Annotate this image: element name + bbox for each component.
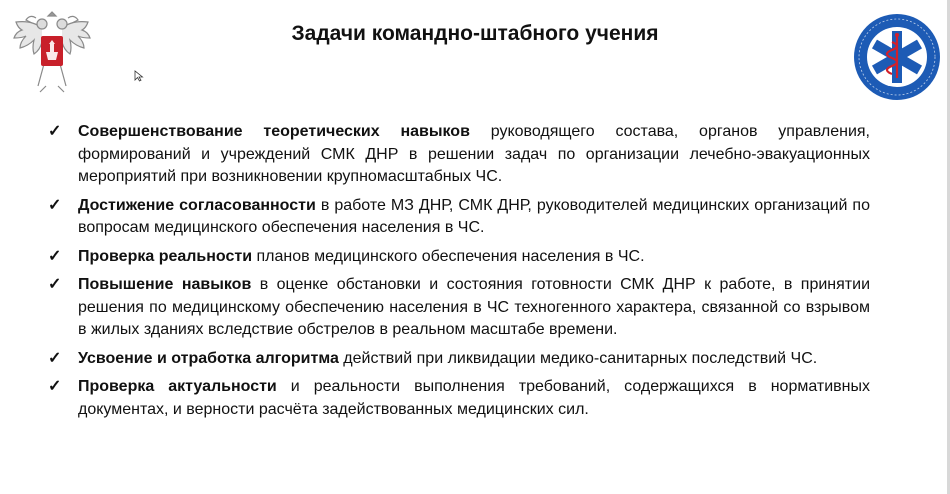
task-title: Проверка реальности (78, 247, 253, 265)
list-item (48, 246, 870, 269)
task-text: действий при ликвидации медико-санитарных последствий ЧС. (338, 349, 818, 367)
star-of-life-icon (852, 12, 942, 102)
list-item (48, 348, 870, 371)
task-title: Усвоение и отработка алгоритма (78, 349, 339, 367)
mouse-cursor-icon (134, 70, 144, 82)
list-item (48, 121, 870, 189)
task-title: Достижение согласованности (78, 196, 316, 214)
task-title: Повышение навыков (78, 276, 252, 293)
coat-of-arms-icon (6, 6, 98, 98)
checkmark-icon: ✓ (48, 123, 62, 140)
list-item (48, 195, 870, 240)
task-list (48, 121, 870, 427)
checkmark-icon: ✓ (48, 247, 62, 265)
checkmark-icon: ✓ (48, 349, 62, 367)
checkmark-icon: ✓ (48, 276, 62, 293)
task-text: в работе МЗ ДНР, СМК ДНР, руководителей медицинских организаций по вопросам медицинского обеспечения населения в ЧС. (78, 196, 870, 236)
checkmark-icon: ✓ (48, 196, 62, 214)
task-text: руководящего состава, органов управления, формирований и учреждений СМК ДНР в решении задач по организации лечебно-эвакуационных мероприятий при возникновении крупномасштабных ЧС. (78, 123, 870, 185)
list-item (48, 274, 870, 342)
task-text: планов медицинского обеспечения населения в ЧС. (252, 247, 645, 265)
page-title: Задачи командно-штабного учения (291, 22, 659, 45)
task-title: Совершенствование теоретических навыков (78, 123, 470, 140)
task-text: и реальности выполнения требований, содержащихся в нормативных документах, и верности расчёта задействованных медицинских сил. (78, 378, 871, 418)
task-text: в оценке обстановки и состояния готовности СМК ДНР к работе, в принятии решения по медицинскому обеспечению населения в ЧС техногенного характера, связанной со взрывом в жилых зданиях вследствие обстрелов в реальном масштабе времени. (78, 276, 871, 338)
checkmark-icon: ✓ (48, 378, 62, 395)
list-item (48, 376, 870, 421)
task-title: Проверка актуальности (78, 378, 277, 395)
